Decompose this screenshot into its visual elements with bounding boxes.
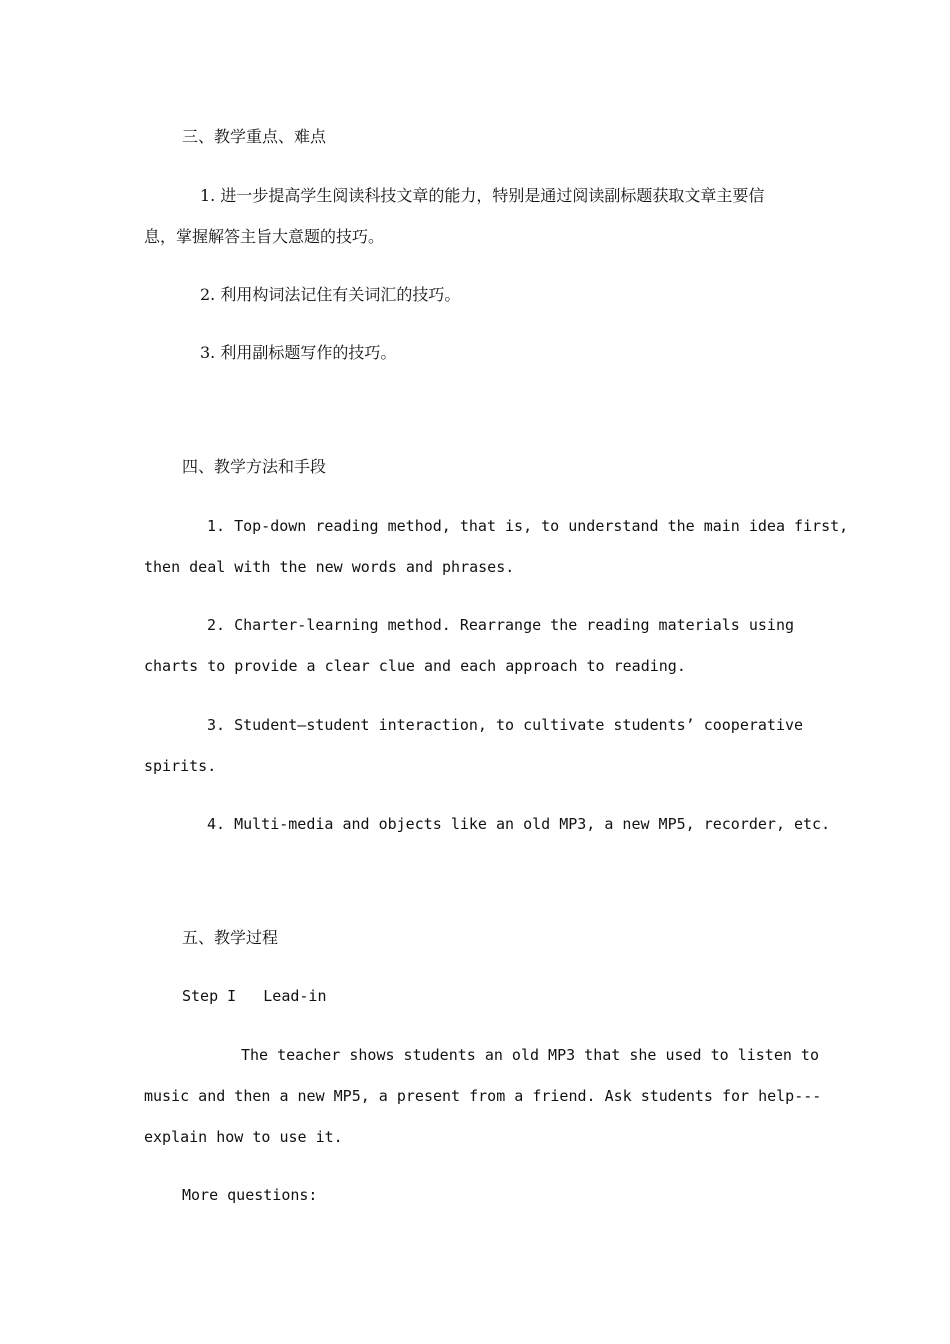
- lead-in-paragraph-line-1: The teacher shows students an old MP3 that she used to listen to: [241, 1046, 819, 1064]
- more-questions-label: More questions:: [182, 1186, 318, 1204]
- section-4-item-2-line-1: 2. Charter-learning method. Rearrange the reading materials using: [207, 616, 794, 634]
- section-4-heading: 四、教学方法和手段: [182, 457, 327, 476]
- section-3-heading: 三、教学重点、难点: [182, 127, 327, 146]
- section-3-item-1-line-2: 息，掌握解答主旨大意题的技巧。: [144, 227, 385, 246]
- section-4-item-3-line-2: spirits.: [144, 757, 217, 775]
- section-3-item-3: 3. 利用副标题写作的技巧。: [200, 343, 397, 362]
- section-4-item-3-line-1: 3. Student—student interaction, to cultivate students’ cooperative: [207, 716, 804, 734]
- section-4-item-1-line-1: 1. Top-down reading method, that is, to understand the main idea first,: [207, 517, 849, 535]
- lead-in-paragraph-line-2: music and then a new MP5, a present from a friend. Ask students for help---: [144, 1087, 822, 1105]
- section-4-item-1-line-2: then deal with the new words and phrases.: [144, 558, 515, 576]
- step-1-lead-in: Step I Lead-in: [182, 987, 327, 1005]
- section-5-heading: 五、教学过程: [182, 928, 279, 947]
- section-3-item-1-line-1: 1. 进一步提高学生阅读科技文章的能力，特别是通过阅读副标题获取文章主要信: [200, 186, 765, 205]
- lead-in-paragraph-line-3: explain how to use it.: [144, 1128, 343, 1146]
- section-3-item-2: 2. 利用构词法记住有关词汇的技巧。: [200, 285, 461, 304]
- section-4-item-4: 4. Multi-media and objects like an old MP3, a new MP5, recorder, etc.: [207, 815, 831, 833]
- section-4-item-2-line-2: charts to provide a clear clue and each approach to reading.: [144, 657, 686, 675]
